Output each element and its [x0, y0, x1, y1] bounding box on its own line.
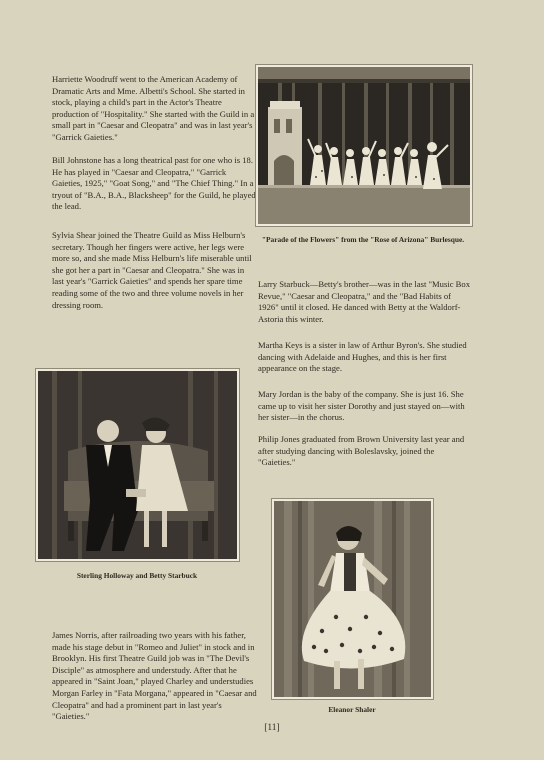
couple-on-sofa-illustration — [38, 371, 237, 559]
page-number: [11] — [264, 723, 280, 733]
stage-scene-illustration — [258, 67, 470, 224]
dancer-illustration — [274, 501, 431, 697]
paragraph-martha-keys: Martha Keys is a sister in law of Arthur Byron's. She studied dancing with Adelaide and Hughes, and this is her first appearance on the stage. — [258, 340, 467, 374]
caption-holloway-and-starbuck: Sterling Holloway and Betty Starbuck — [76, 571, 198, 580]
paragraph-bill-johnstone: Bill Johnstone has a long theatrical past for one who is 18. He has played in "Caesar and Cleopatra," "Garrick Gaieties, 1925," "Goat Song," and "The Chief Thing." In a tryout of "B.A., B.A., Blacksheep" for the Guild, he played the lead. — [52, 155, 256, 212]
paragraph-harriette-woodruff: Harriette Woodruff went to the American Academy of Dramatic Arts and Mme. Albetti's School. She started in stock, playing a child's part in the Actor's Theatre production of "Hospitality." She started with the Guild in a small part in "Caesar and Cleopatra" and was in last year's "Garrick Gaieties." — [52, 74, 255, 142]
caption-eleanor-shaler: Eleanor Shaler — [328, 705, 376, 714]
photo-parade-of-the-flowers — [256, 65, 472, 226]
caption-parade-of-the-flowers: "Parade of the Flowers" from the "Rose of Arizona" Burlesque. — [261, 235, 465, 244]
photo-holloway-and-starbuck — [36, 369, 239, 561]
paragraph-philip-jones: Philip Jones graduated from Brown University last year and after studying dancing with Boleslavsky, joined the "Gaieties." — [258, 434, 465, 468]
photo-eleanor-shaler — [272, 499, 433, 699]
paragraph-james-norris: James Norris, after railroading two years with his father, made his stage debut in "Romeo and Juliet" in stock and in Brooklyn. His first Theatre Guild job was in "The Devil's Disciple" as atmosphere and understudy. After that he appeared in "Saint Joan," played Charley and understudies Morgan Farley in "Fata Morgana," appeared in "Caesar and Cleopatra" and had a prominent part in last year's "Gaieties." — [52, 630, 257, 722]
paragraph-sylvia-shear: Sylvia Shear joined the Theatre Guild as Miss Helburn's secretary. Though her fingers were active, her legs were more so, and she made Miss Helburn's life miserable until she got her a part in "Caesar and Cleopatra." She was in last year's "Garrick Gaieties" and spends her spare time reading some of the two and three volume novels in her dressing room. — [52, 230, 252, 310]
paragraph-larry-starbuck: Larry Starbuck—Betty's brother—was in the last "Music Box Revue," "Caesar and Cleopatra," and the "Bad Habits of 1926" until it closed. He danced with Betty at the Waldorf-Astoria this winter. — [258, 279, 470, 324]
paragraph-mary-jordan: Mary Jordan is the baby of the company. She is just 16. She came up to visit her sister Dorothy and just stayed on—with her sister—in the chorus. — [258, 389, 465, 423]
